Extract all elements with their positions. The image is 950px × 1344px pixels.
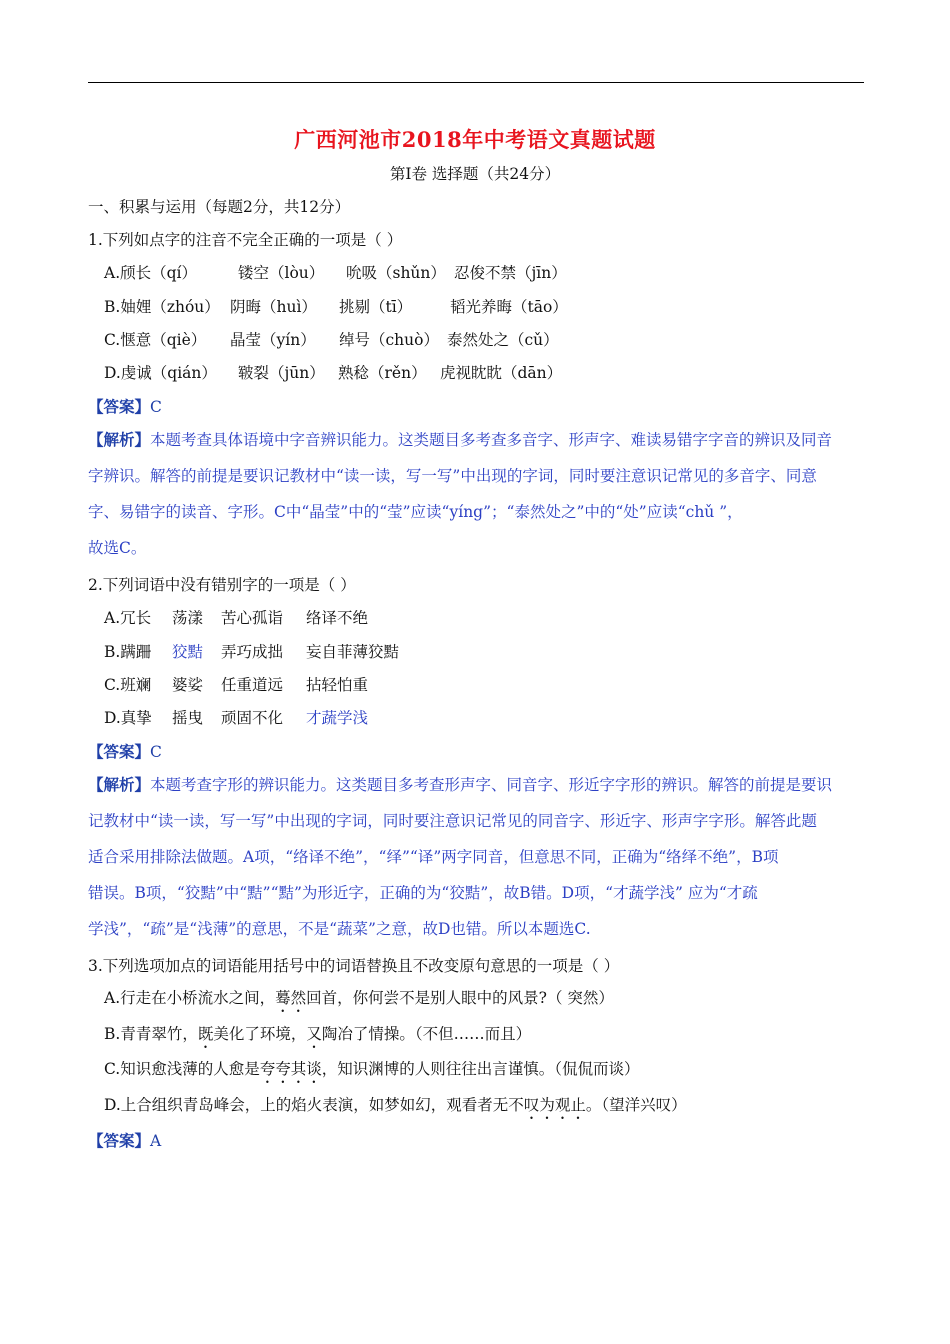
- answer-value: C: [150, 398, 162, 416]
- q1-c-3: 绰号（chuò）: [339, 331, 439, 349]
- answer-tag: 【答案】: [88, 742, 151, 761]
- analysis-line: 适合采用排除法做题。A项，“络译不绝”，“绎”“译”两字同音，但意思不同，正确为“络绎不绝”，B项: [88, 848, 779, 866]
- q1-a-1: A.颀长（qí）: [104, 264, 198, 282]
- q2-b-3: 弄巧成拙: [221, 643, 284, 661]
- analysis-line: 记教材中“读一读，写一写”中出现的字词，同时要注意识记常见的同音字、形近字、形声字字形。解答此题: [88, 812, 817, 830]
- q1-b-3: 挑剔（tī）: [339, 298, 413, 316]
- analysis-line: 错误。B项，“狡黠”中“黠”“黠”为形近字，正确的为“狡黠”，故B错。D项，“才蔬学浅” 应为“才疏: [88, 884, 758, 902]
- q3-c-dotted: 夸夸其谈: [259, 1060, 322, 1078]
- q1-answer: [88, 397, 162, 417]
- q2-analysis: [88, 767, 864, 947]
- q1-option-c: [104, 330, 559, 350]
- q1-d-1: D.虔诚（qián）: [104, 364, 217, 382]
- q1-d-4: 虎视眈眈（dān）: [440, 364, 563, 382]
- answer-value: A: [150, 1132, 162, 1150]
- analysis-line: 字、易错字的读音、字形。C中“晶莹”中的“莹”应读“yíng”；“泰然处之”中的“处”应读“chǔ ”，: [88, 503, 743, 521]
- analysis-line: 学浅”，“疏”是“浅薄”的意思，不是“蔬菜”之意，故D也错。所以本题选C.: [88, 920, 591, 938]
- page-subtitle: 第Ⅰ卷 选择题（共24分）: [389, 165, 561, 183]
- q3-d-pre: D.上合组织青岛峰会，上的焰火表演，如梦如幻，观看者无不: [104, 1096, 524, 1114]
- header-rule: [88, 82, 864, 83]
- q3-d-dotted: 叹为观止: [523, 1096, 586, 1114]
- q2-d-2: 摇曳: [172, 709, 204, 727]
- q3-option-d: [104, 1095, 687, 1123]
- q1-d-2: 皲裂（jūn）: [238, 364, 325, 382]
- analysis-tag: 【解析】: [88, 430, 151, 449]
- q3-option-c: [104, 1059, 640, 1087]
- answer-tag: 【答案】: [88, 397, 151, 416]
- q1-analysis: [88, 422, 864, 566]
- q2-a-4: 络译不绝: [306, 609, 369, 627]
- q3-answer: [88, 1131, 161, 1151]
- q3-stem: 3.下列选项加点的词语能用括号中的词语替换且不改变原句意思的一项是（ ）: [88, 957, 620, 975]
- analysis-line: 本题考查字形的辨识能力。这类题目多考查形声字、同音字、形近字字形的辨识。解答的前提是要识: [150, 776, 833, 794]
- q2-c-3: 任重道远: [221, 676, 284, 694]
- q2-option-d: [104, 708, 368, 728]
- q1-stem: 1.下列如点字的注音不完全正确的一项是（ ）: [88, 231, 403, 249]
- analysis-line: 本题考查具体语境中字音辨识能力。这类题目多考查多音字、形声字、难读易错字字音的辨识及同音: [150, 431, 833, 449]
- q2-option-b: [104, 642, 399, 662]
- q1-b-2: 阴晦（huì）: [230, 298, 317, 316]
- q2-a-2: 荡漾: [172, 609, 204, 627]
- q3-b-mid: 美化了环境，: [213, 1025, 307, 1043]
- q2-b-4: 妄自菲薄狡黠: [306, 643, 400, 661]
- q3-a-post: 回首，你何尝不是别人眼中的风景?（ 突然）: [306, 989, 614, 1007]
- q2-d-1: D.真挚: [104, 709, 152, 727]
- q1-option-a: [104, 263, 567, 283]
- q3-c-pre: C.知识愈浅薄的人愈是: [104, 1060, 260, 1078]
- analysis-line: 字辨识。解答的前提是要识记教材中“读一读，写一写”中出现的字词，同时要注意识记常见的多音字、同意: [88, 467, 817, 485]
- analysis-tag: 【解析】: [88, 775, 151, 794]
- q3-a-pre: A.行走在小桥流水之间，: [104, 989, 276, 1007]
- q1-d-3: 熟稔（rěn）: [338, 364, 427, 382]
- q3-b-dotted: 既: [197, 1025, 214, 1043]
- q2-b-1: B.蹒跚: [104, 643, 152, 661]
- q1-a-3: 吮吸（shǔn）: [346, 264, 446, 282]
- q3-b-dotted-2: 又: [306, 1025, 322, 1043]
- q1-option-d: [104, 363, 562, 383]
- q2-stem: 2.下列词语中没有错别字的一项是（ ）: [88, 576, 356, 594]
- q3-b-post: 陶冶了情操。（不但……而且）: [321, 1025, 532, 1043]
- q3-option-a: [104, 988, 614, 1016]
- page-title: 广西河池市2018年中考语文真题试题: [294, 127, 656, 152]
- q3-d-post: 。（望洋兴叹）: [585, 1096, 687, 1114]
- answer-value: C: [150, 743, 162, 761]
- section-heading: 一、积累与运用（每题2分，共12分）: [88, 198, 351, 216]
- q2-b-2: 狡黠: [172, 643, 204, 661]
- q2-c-4: 拈轻怕重: [306, 676, 369, 694]
- q1-c-2: 晶莹（yín）: [230, 331, 316, 349]
- analysis-line: 故选C。: [88, 539, 147, 557]
- q3-option-b: [104, 1024, 531, 1052]
- q2-answer: [88, 742, 162, 762]
- q3-c-post: ，知识渊博的人则往往出言谨慎。（侃侃而谈）: [321, 1060, 640, 1078]
- q1-a-2: 镂空（lòu）: [238, 264, 325, 282]
- q1-option-b: [104, 297, 568, 317]
- q3-a-dotted: 蓦然: [275, 989, 307, 1007]
- q1-c-1: C.惬意（qiè）: [104, 331, 207, 349]
- q2-d-4: 才蔬学浅: [306, 709, 369, 727]
- q2-option-a: [104, 608, 368, 628]
- q2-a-3: 苦心孤诣: [221, 609, 284, 627]
- q2-c-1: C.班斓: [104, 676, 152, 694]
- q1-c-4: 泰然处之（cǔ）: [447, 331, 559, 349]
- q1-b-4: 韬光养晦（tāo）: [450, 298, 568, 316]
- q2-option-c: [104, 675, 368, 695]
- q3-b-pre: B.青青翠竹，: [104, 1025, 198, 1043]
- q1-b-1: B.妯娌（zhóu）: [104, 298, 220, 316]
- q2-c-2: 婆娑: [172, 676, 204, 694]
- q1-a-4: 忍俊不禁（jīn）: [454, 264, 567, 282]
- answer-tag: 【答案】: [88, 1131, 151, 1150]
- q2-d-3: 顽固不化: [221, 709, 284, 727]
- q2-a-1: A.冗长: [104, 609, 152, 627]
